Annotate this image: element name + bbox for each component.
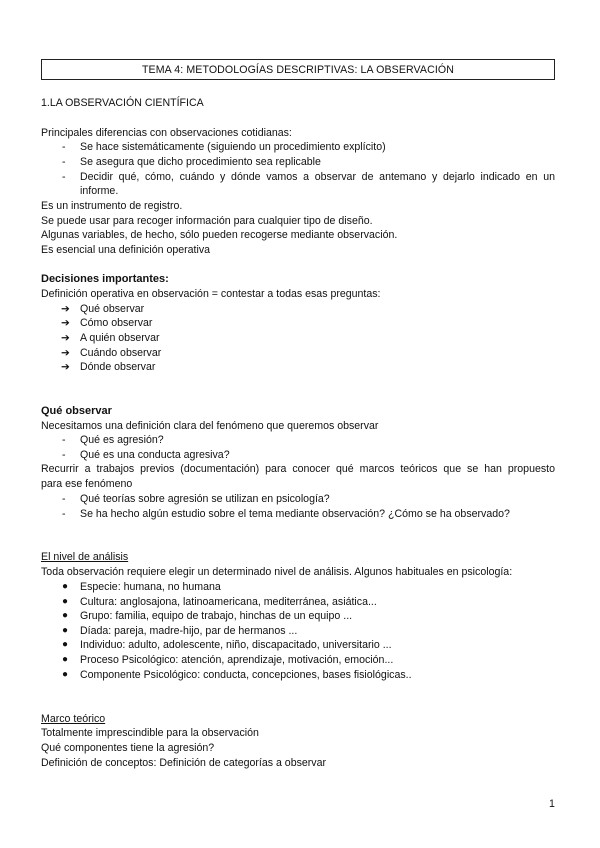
list-item-continuation: informe. [80, 185, 119, 197]
list-item: Qué observar [80, 303, 145, 315]
marco-heading: Marco teórico [41, 713, 106, 725]
list-item: Díada: pareja, madre-hijo, par de hermanos ... [80, 625, 298, 637]
list-item: Especie: humana, no humana [80, 581, 221, 593]
dash-marker: - [62, 171, 66, 183]
nivel-intro: Toda observación requiere elegir un determinado nivel de análisis. Algunos habituales en psicología: [41, 566, 513, 578]
bullet-icon: ● [62, 654, 69, 665]
bullet-icon: ● [62, 610, 69, 621]
list-item: Cómo observar [80, 317, 153, 329]
dash-marker: - [62, 449, 66, 461]
paragraph-line: para ese fenómeno [41, 478, 133, 490]
bullet-icon: ● [62, 581, 69, 592]
dash-marker: - [62, 508, 66, 520]
arrow-icon: ➔ [61, 303, 70, 315]
bullet-icon: ● [62, 669, 69, 680]
arrow-icon: ➔ [61, 361, 70, 373]
dash-marker: - [62, 156, 66, 168]
nivel-heading: El nivel de análisis [41, 551, 129, 563]
list-item: Componente Psicológico: conducta, concepciones, bases fisiológicas.. [80, 669, 412, 681]
decisiones-heading: Decisiones importantes: [41, 273, 169, 285]
bullet-icon: ● [62, 639, 69, 650]
list-item: Dónde observar [80, 361, 156, 373]
list-item: Grupo: familia, equipo de trabajo, hinchas de un equipo ... [80, 610, 353, 622]
list-item: Individuo: adulto, adolescente, niño, discapacitado, universitario ... [80, 639, 392, 651]
list-item: Cultura: anglosajona, latinoamericana, mediterránea, asiática... [80, 596, 377, 608]
list-item: Cuándo observar [80, 347, 162, 359]
list-item: Se asegura que dicho procedimiento sea replicable [80, 156, 321, 168]
list-item: A quién observar [80, 332, 160, 344]
list-item: Se ha hecho algún estudio sobre el tema mediante observación? ¿Cómo se ha observado? [80, 508, 510, 520]
dash-marker: - [62, 141, 66, 153]
que-observar-intro: Necesitamos una definición clara del fenómeno que queremos observar [41, 420, 379, 432]
arrow-icon: ➔ [61, 347, 70, 359]
bullet-icon: ● [62, 625, 69, 636]
arrow-icon: ➔ [61, 332, 70, 344]
text-line: Es un instrumento de registro. [41, 200, 183, 212]
que-observar-heading: Qué observar [41, 405, 112, 417]
list-item: Decidir qué, cómo, cuándo y dónde vamos a observar de antemano y dejarlo indicado en un [80, 171, 555, 183]
differences-intro: Principales diferencias con observaciones cotidianas: [41, 127, 292, 139]
bullet-icon: ● [62, 596, 69, 607]
decisiones-intro: Definición operativa en observación = contestar a todas esas preguntas: [41, 288, 381, 300]
paragraph-line: Recurrir a trabajos previos (documentación) para conocer qué marcos teóricos que se han propuesto [41, 463, 555, 475]
dash-marker: - [62, 434, 66, 446]
list-item: Qué es una conducta agresiva? [80, 449, 230, 461]
text-line: Qué componentes tiene la agresión? [41, 742, 215, 754]
text-line: Totalmente imprescindible para la observación [41, 727, 259, 739]
list-item: Proceso Psicológico: atención, aprendizaje, motivación, emoción... [80, 654, 394, 666]
arrow-icon: ➔ [61, 317, 70, 329]
list-item: Qué teorías sobre agresión se utilizan en psicología? [80, 493, 330, 505]
text-line: Es esencial una definición operativa [41, 244, 211, 256]
text-line: Se puede usar para recoger información para cualquier tipo de diseño. [41, 215, 373, 227]
document-title: TEMA 4: METODOLOGÍAS DESCRIPTIVAS: LA OBSERVACIÓN [41, 59, 555, 80]
list-item: Qué es agresión? [80, 434, 164, 446]
text-line: Algunas variables, de hecho, sólo pueden recogerse mediante observación. [41, 229, 398, 241]
dash-marker: - [62, 493, 66, 505]
section-heading-observacion-cientifica: 1.LA OBSERVACIÓN CIENTÍFICA [41, 97, 204, 109]
page-number: 1 [549, 798, 555, 810]
list-item: Se hace sistemáticamente (siguiendo un procedimiento explícito) [80, 141, 386, 153]
text-line: Definición de conceptos: Definición de categorías a observar [41, 757, 327, 769]
